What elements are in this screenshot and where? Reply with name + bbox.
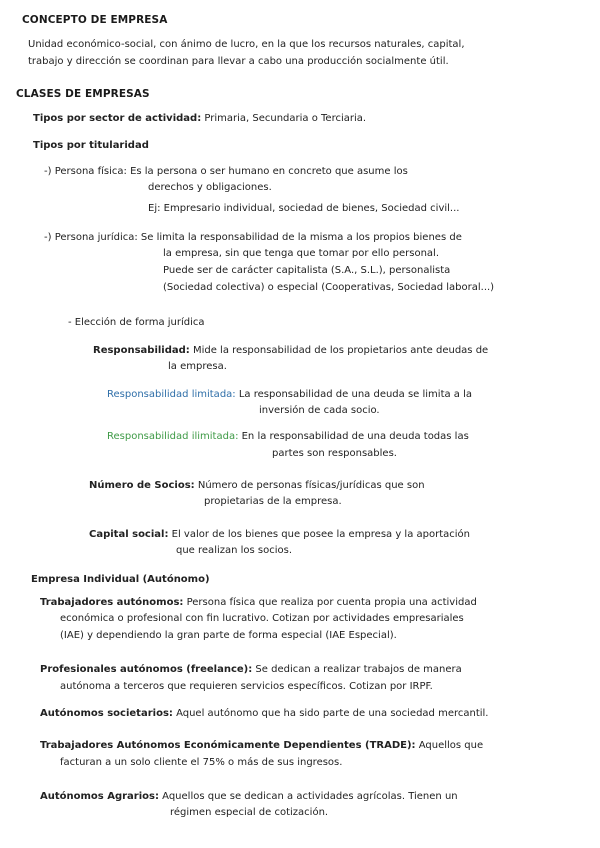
soc-label: Autónomos societarios: — [40, 708, 173, 719]
capital-text-1: El valor de los bienes que posee la empresa y la aportación — [168, 529, 471, 540]
eleccion-heading: - Elección de forma jurídica — [68, 317, 205, 328]
trab-line-2: económica o profesional con fin lucrativo. Cotizan por actividades empresariales — [60, 613, 464, 624]
resp-line-2: la empresa. — [168, 361, 227, 372]
ilimitada-line-2: partes son responsables. — [272, 448, 397, 459]
trab-line-1 — [40, 595, 477, 610]
resp-text-1: Mide la responsabilidad de los propietarios ante deudas de — [189, 345, 489, 356]
soc-text-1: Aquel autónomo que ha sido parte de una sociedad mercantil. — [172, 708, 489, 719]
fisica-line-2: derechos y obligaciones. — [148, 182, 272, 193]
fisica-text-1: Es la persona o ser humano en concreto que asume los — [126, 166, 408, 177]
limitada-line-2: inversión de cada socio. — [259, 405, 380, 416]
juridica-label: -) Persona jurídica: — [44, 232, 138, 243]
sector-label: Tipos por sector de actividad: — [33, 113, 202, 124]
fisica-line-1 — [44, 164, 408, 179]
individual-heading: Empresa Individual (Autónomo) — [31, 574, 210, 585]
agr-label: Autónomos Agrarios: — [40, 791, 159, 802]
concepto-line-1: Unidad económico-social, con ánimo de lucro, en la que los recursos naturales, capital, — [28, 39, 465, 50]
socios-text-1: Número de personas físicas/jurídicas que son — [194, 480, 425, 491]
fisica-label: -) Persona física: — [44, 166, 127, 177]
fisica-line-3: Ej: Empresario individual, sociedad de bienes, Sociedad civil... — [148, 203, 460, 214]
juridica-line-3: Puede ser de carácter capitalista (S.A., S.L.), personalista — [163, 265, 451, 276]
juridica-text-1: Se limita la responsabilidad de la misma a los propios bienes de — [137, 232, 462, 243]
resp-line-1 — [93, 343, 488, 358]
ilimitada-line-1 — [107, 429, 469, 444]
socios-label: Número de Socios: — [89, 480, 195, 491]
ilimitada-text-1: En la responsabilidad de una deuda todas las — [238, 431, 469, 442]
sector-text: Primaria, Secundaria o Terciaria. — [201, 113, 367, 124]
agr-text-1: Aquellos que se dedican a actividades agrícolas. Tienen un — [158, 791, 458, 802]
capital-line-2: que realizan los socios. — [176, 545, 293, 556]
limitada-label: Responsabilidad limitada: — [107, 389, 236, 400]
socios-line-2: propietarias de la empresa. — [204, 496, 342, 507]
juridica-line-1 — [44, 230, 462, 245]
capital-label: Capital social: — [89, 529, 169, 540]
trab-label: Trabajadores autónomos: — [40, 597, 184, 608]
clases-heading: CLASES DE EMPRESAS — [16, 88, 150, 100]
resp-label: Responsabilidad: — [93, 345, 190, 356]
soc-line-1 — [40, 706, 489, 721]
ilimitada-label: Responsabilidad ilimitada: — [107, 431, 239, 442]
juridica-line-4: (Sociedad colectiva) o especial (Cooperativas, Sociedad laboral...) — [163, 282, 495, 293]
concepto-line-2: trabajo y dirección se coordinan para llevar a cabo una producción socialmente útil. — [28, 56, 449, 67]
sector-line — [33, 111, 366, 126]
trade-label: Trabajadores Autónomos Económicamente Dependientes (TRADE): — [40, 740, 416, 751]
trade-line-2: facturan a un solo cliente el 75% o más de sus ingresos. — [60, 757, 343, 768]
prof-label: Profesionales autónomos (freelance): — [40, 664, 253, 675]
limitada-line-1 — [107, 387, 472, 402]
trade-text-1: Aquellos que — [415, 740, 484, 751]
juridica-line-2: la empresa, sin que tenga que tomar por ello personal. — [163, 248, 439, 259]
prof-line-1 — [40, 662, 462, 677]
concepto-heading: CONCEPTO DE EMPRESA — [22, 14, 168, 26]
agr-line-2: régimen especial de cotización. — [170, 807, 329, 818]
trab-text-1: Persona física que realiza por cuenta propia una actividad — [183, 597, 477, 608]
limitada-text-1: La responsabilidad de una deuda se limita a la — [235, 389, 473, 400]
prof-text-1: Se dedican a realizar trabajos de manera — [252, 664, 462, 675]
trade-line-1 — [40, 738, 483, 753]
trab-line-3: (IAE) y dependiendo la gran parte de forma especial (IAE Especial). — [60, 630, 397, 641]
titularidad-label: Tipos por titularidad — [33, 140, 149, 151]
socios-line-1 — [89, 478, 425, 493]
capital-line-1 — [89, 527, 470, 542]
prof-line-2: autónoma a terceros que requieren servicios específicos. Cotizan por IRPF. — [60, 681, 433, 692]
agr-line-1 — [40, 789, 458, 804]
